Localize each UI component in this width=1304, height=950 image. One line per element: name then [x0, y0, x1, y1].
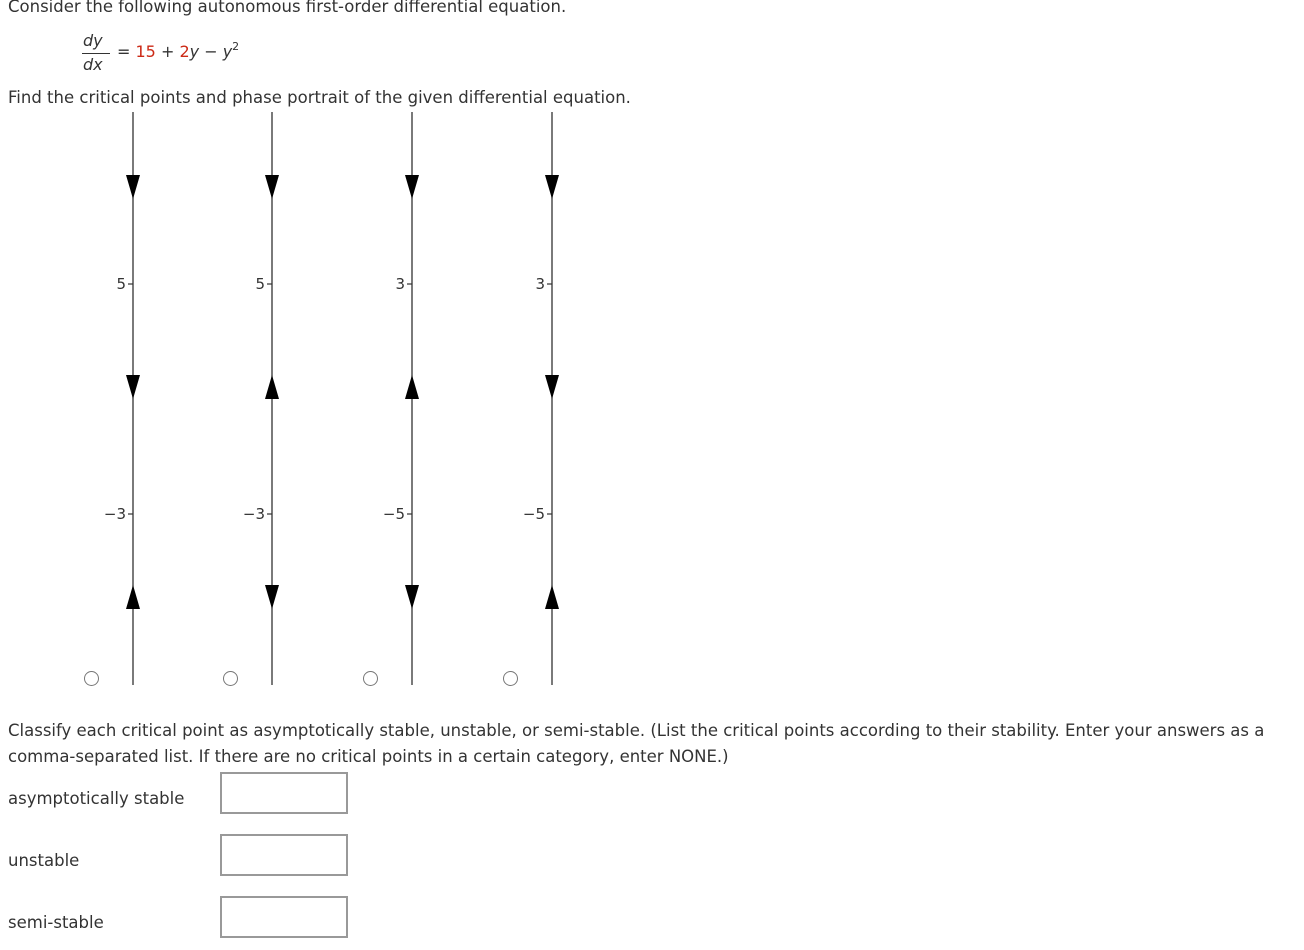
arrow-up-icon	[405, 375, 419, 399]
upper-critical-point-label: 3	[535, 275, 545, 293]
lower-critical-point-label: −3	[103, 505, 126, 523]
upper-critical-point-label: 5	[116, 275, 126, 293]
portrait-radio-3[interactable]	[363, 671, 378, 686]
phase-portrait-option-3	[383, 112, 419, 685]
portrait-radio-2[interactable]	[223, 671, 238, 686]
phase-portraits	[0, 100, 620, 700]
arrow-up-icon	[126, 585, 140, 609]
portrait-radio-4[interactable]	[503, 671, 518, 686]
arrow-down-icon	[405, 585, 419, 609]
minus-sign: −	[204, 42, 218, 61]
constant-term: 15	[135, 42, 156, 61]
equation-rhs	[117, 42, 239, 61]
upper-critical-point-label: 3	[395, 275, 405, 293]
fraction-numerator: dy	[83, 31, 103, 50]
unstable-label: unstable	[8, 851, 80, 870]
linear-coefficient: 2	[179, 42, 190, 61]
equals-sign: =	[117, 42, 131, 61]
arrow-up-icon	[265, 375, 279, 399]
task-text: Find the critical points and phase portrait of the given differential equation.	[8, 88, 631, 107]
arrow-down-icon	[126, 375, 140, 399]
portrait-radio-1[interactable]	[84, 671, 99, 686]
arrow-down-icon	[545, 175, 559, 199]
arrow-down-icon	[265, 585, 279, 609]
lower-critical-point-label: −5	[382, 505, 405, 523]
arrow-up-icon	[545, 585, 559, 609]
intro-text: Consider the following autonomous first-order differential equation.	[8, 0, 567, 16]
plus-sign: +	[160, 42, 175, 61]
phase-portrait-option-4	[523, 112, 559, 685]
lower-critical-point-label: −3	[242, 505, 265, 523]
semi-stable-input[interactable]	[220, 896, 348, 938]
upper-critical-point-label: 5	[255, 275, 265, 293]
linear-variable: y	[189, 42, 200, 61]
classify-instructions: Classify each critical point as asymptotically stable, unstable, or semi-stable. (List the critical points according to their stability. Enter your answers as a comma-separated list. If there are no critical points in a certain category, enter NONE.)	[8, 721, 1265, 766]
fraction-bar	[82, 53, 110, 54]
arrow-down-icon	[265, 175, 279, 199]
lower-critical-point-label: −5	[522, 505, 545, 523]
phase-portrait-option-2	[243, 112, 279, 685]
arrow-down-icon	[545, 375, 559, 399]
quadratic-variable: y	[222, 42, 233, 61]
arrow-down-icon	[126, 175, 140, 199]
quadratic-exponent: 2	[232, 40, 240, 53]
asymptotically-stable-input[interactable]	[220, 772, 348, 814]
semi-stable-label: semi-stable	[8, 913, 104, 932]
asymptotically-stable-label: asymptotically stable	[8, 789, 185, 808]
arrow-down-icon	[405, 175, 419, 199]
fraction-denominator: dx	[83, 55, 103, 74]
unstable-input[interactable]	[220, 834, 348, 876]
phase-portrait-option-1	[104, 112, 140, 685]
